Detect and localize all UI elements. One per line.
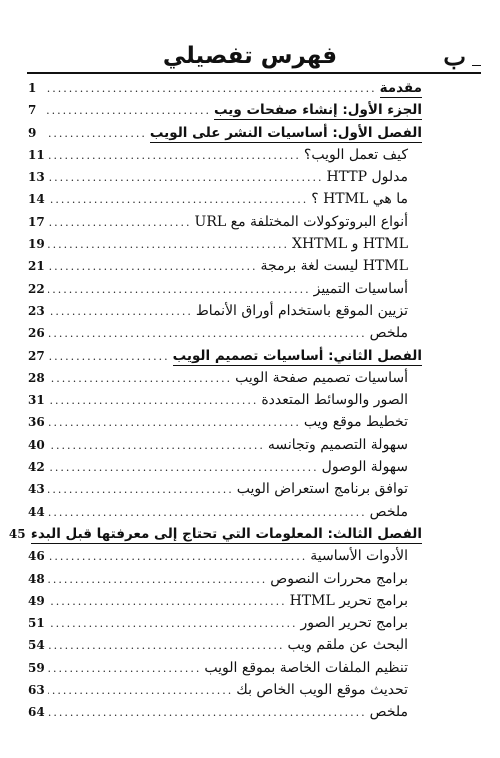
toc-entry-label: HTML و XHTML (291, 236, 408, 253)
toc-page-number: 45 (8, 526, 26, 541)
toc-entry-label: الفصل الثاني: أساسيات تصميم الويب (172, 347, 422, 364)
dot-leader (48, 591, 287, 613)
toc-page-number: 14 (28, 192, 45, 207)
toc-entry-label: البحث عن ملقم ويب (287, 637, 408, 654)
toc-entry-row (28, 612, 422, 634)
dot-leader (48, 390, 259, 412)
toc-entry-label: تزيين الموقع باستخدام أوراق الأنماط (195, 302, 408, 319)
toc-page-number: 7 (28, 103, 37, 118)
toc-page-number: 51 (28, 616, 45, 631)
toc-entry-label: الجزء الأول: إنشاء صفحات ويب (214, 102, 422, 119)
toc-entry-label: برامج تحرير الصور (300, 615, 408, 632)
toc-entry-row (28, 634, 422, 656)
dot-leader (48, 658, 202, 680)
toc-entry-label: أساسيات التمييز (313, 280, 408, 297)
toc-heading-row (28, 77, 422, 99)
toc-page-number: 59 (28, 660, 45, 675)
toc-entry-label: برامج تحرير HTML (289, 592, 408, 609)
toc-page-number: 49 (28, 593, 45, 608)
toc-entry-row (28, 590, 422, 612)
toc-entry-label: ملخص (369, 325, 408, 342)
dot-leader (47, 123, 147, 145)
toc-entry-row (28, 255, 422, 277)
toc-page-number: 48 (28, 571, 45, 586)
toc-entry-label: ما هي HTML ؟ (311, 191, 408, 208)
toc-entry-label: سهولة الوصول (321, 459, 408, 476)
toc-entry-label: ملخص (369, 704, 408, 721)
toc-page-number: 63 (28, 683, 45, 698)
dot-leader (48, 702, 367, 724)
dot-leader (48, 212, 192, 234)
dot-leader (48, 323, 367, 345)
toc-entry-label: برامج محررات النصوص (270, 570, 408, 587)
toc-heading-row (28, 345, 422, 367)
toc-entry-label: أساسيات تصميم صفحة الويب (235, 369, 408, 386)
dot-leader (48, 256, 258, 278)
toc-page-number: 11 (28, 147, 45, 162)
toc-page-number: 40 (28, 437, 45, 452)
toc-entry-label: الفصل الأول: أساسيات النشر على الويب (149, 124, 422, 141)
toc-entry-label: الفصل الثالث: المعلومات التي تحتاج إلى معرفتها قبل البدء (30, 525, 422, 542)
dot-leader (48, 635, 285, 657)
toc-page-number: 64 (28, 705, 45, 720)
dot-leader (48, 167, 324, 189)
toc-page-number: 46 (28, 549, 45, 564)
toc-page-number: 28 (28, 370, 45, 385)
toc-entry-label: الصور والوسائط المتعددة (261, 392, 408, 409)
toc-page-number: 1 (28, 81, 37, 95)
page-letter: ب (443, 42, 466, 71)
toc-page-number: 19 (28, 237, 45, 252)
dot-leader (48, 569, 268, 591)
toc-entry-row (28, 300, 422, 322)
toc-entry-row (28, 144, 422, 166)
toc-entry-row (28, 278, 422, 300)
toc-page-number: 22 (28, 281, 45, 296)
toc-heading-row (28, 99, 422, 121)
dot-leader (48, 435, 265, 457)
dot-leader (48, 145, 301, 167)
dot-leader (47, 100, 211, 122)
toc-list (8, 77, 422, 724)
toc-entry-label: مدلول HTTP (326, 169, 408, 186)
dot-leader (48, 346, 170, 368)
toc-entry-row (28, 679, 422, 701)
toc-entry-row (28, 501, 422, 523)
dot-leader (48, 546, 308, 568)
toc-entry-label: تخطيط موقع ويب (303, 414, 408, 431)
toc-entry-label: سهولة التصميم وتجانسه (267, 436, 408, 453)
dot-leader (48, 479, 234, 501)
toc-page-number: 17 (28, 214, 45, 229)
toc-entry-row (28, 188, 422, 210)
toc-entry-row (28, 701, 422, 723)
toc-heading-row (28, 122, 422, 144)
toc-entry-row (28, 545, 422, 567)
toc-entry-row (28, 657, 422, 679)
dot-leader (48, 680, 234, 702)
toc-entry-row (28, 233, 422, 255)
dot-leader (48, 189, 309, 211)
dot-leader (48, 502, 367, 524)
toc-entry-label: تنظيم الملفات الخاصة بموقع الويب (204, 659, 408, 676)
dot-leader (48, 457, 319, 479)
toc-entry-label: كيف تعمل الويب؟ (303, 146, 408, 163)
toc-page-number: 36 (28, 415, 45, 430)
dot-leader (47, 78, 377, 100)
toc-page-number: 31 (28, 393, 45, 408)
toc-entry-label: أنواع البروتوكولات المختلفة مع URL (194, 213, 408, 230)
toc-page-number: 9 (28, 125, 37, 140)
dot-leader (48, 412, 301, 434)
toc-page-number: 21 (28, 259, 45, 274)
toc-heading-row (8, 523, 422, 545)
toc-page-number: 43 (28, 482, 45, 497)
toc-entry-label: الأدوات الأساسية (310, 548, 408, 565)
toc-entry-row (28, 434, 422, 456)
dot-leader (48, 368, 232, 390)
toc-entry-row (28, 367, 422, 389)
toc-entry-label: تحديث موقع الويب الخاص بك (236, 682, 408, 699)
toc-entry-row (28, 389, 422, 411)
toc-entry-row (28, 166, 422, 188)
toc-entry-row (28, 568, 422, 590)
dot-leader (48, 301, 193, 323)
toc-page-number: 44 (28, 504, 45, 519)
toc-entry-label: توافق برنامج استعراض الويب (236, 481, 408, 498)
toc-entry-row (28, 322, 422, 344)
dot-leader (48, 234, 289, 256)
toc-entry-label: HTML ليست لغة برمجة (260, 258, 408, 275)
page-title: فهرس تفصيلي (162, 43, 338, 69)
toc-page-number: 27 (28, 348, 45, 363)
toc-page-number: 23 (28, 303, 45, 318)
toc-entry-row (28, 478, 422, 500)
toc-entry-row (28, 211, 422, 233)
toc-page-number: 13 (28, 170, 45, 185)
toc-page-number: 54 (28, 638, 45, 653)
toc-entry-row (28, 411, 422, 433)
header-rule (27, 72, 481, 74)
toc-entry-row (28, 456, 422, 478)
toc-page-number: 42 (28, 460, 45, 475)
toc-page-number: 26 (28, 326, 45, 341)
dot-leader (48, 279, 311, 301)
dot-leader (48, 613, 298, 635)
toc-entry-label: مقدمة (379, 80, 422, 96)
toc-entry-label: ملخص (369, 503, 408, 520)
